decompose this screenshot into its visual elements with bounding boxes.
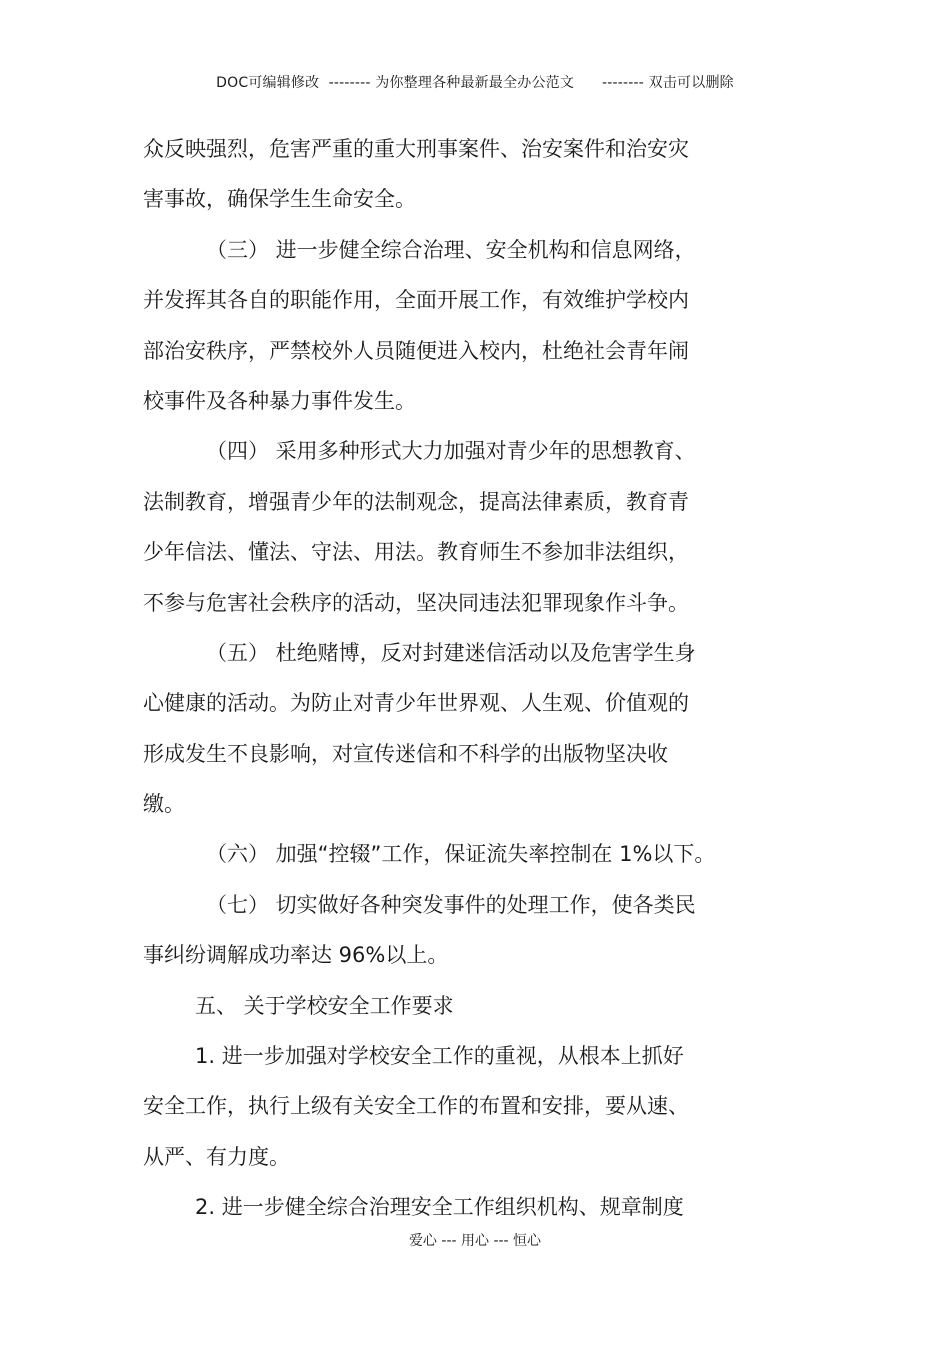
text-line: 并发挥其各自的职能作用，全面开展工作，有效维护学校内 bbox=[143, 288, 689, 313]
text-line: 害事故，确保学生生命安全。 bbox=[143, 187, 416, 212]
text-line: （六） 加强“控辍”工作，保证流失率控制在 1%以下。 bbox=[206, 842, 716, 867]
text-line: 部治安秩序，严禁校外人员随便进入校内，杜绝社会青年闹 bbox=[143, 338, 689, 363]
text-line: （四） 采用多种形式大力加强对青少年的思想教育、 bbox=[206, 439, 696, 464]
text-line: 心健康的活动。为防止对青少年世界观、人生观、价值观的 bbox=[143, 691, 689, 716]
text-line: （五） 杜绝赌博，反对封建迷信活动以及危害学生身 bbox=[206, 640, 696, 665]
text-line: （七） 切实做好各种突发事件的处理工作，使各类民 bbox=[206, 892, 696, 917]
text-line: （三） 进一步健全综合治理、安全机构和信息网络， bbox=[206, 237, 696, 262]
text-line: 2. 进一步健全综合治理安全工作组织机构、规章制度 bbox=[195, 1195, 684, 1220]
text-line: 法制教育，增强青少年的法制观念，提高法律素质，教育青 bbox=[143, 489, 689, 514]
text-line: 从严、有力度。 bbox=[143, 1144, 290, 1169]
text-line: 1. 进一步加强对学校安全工作的重视，从根本上抓好 bbox=[195, 1044, 684, 1069]
text-line: 校事件及各种暴力事件发生。 bbox=[143, 388, 416, 413]
text-line: 事纠纷调解成功率达 96%以上。 bbox=[143, 943, 449, 968]
page-header: DOC可编辑修改 -------- 为你整理各种最新最全办公范文 -------- 双击可以删除 bbox=[216, 75, 734, 91]
text-line: 不参与危害社会秩序的活动，坚决同违法犯罪现象作斗争。 bbox=[143, 590, 689, 615]
text-line: 安全工作，执行上级有关安全工作的布置和安排，要从速、 bbox=[143, 1094, 689, 1119]
document-body bbox=[143, 124, 823, 1233]
text-line: 少年信法、懂法、守法、用法。教育师生不参加非法组织， bbox=[143, 540, 689, 565]
text-line: 缴。 bbox=[143, 792, 185, 817]
text-line: 众反映强烈，危害严重的重大刑事案件、治安案件和治安灾 bbox=[143, 137, 689, 161]
text-line: 形成发生不良影响，对宣传迷信和不科学的出版物坚决收 bbox=[143, 741, 668, 766]
page-footer: 爱心 --- 用心 --- 恒心 bbox=[408, 1233, 542, 1249]
section-heading: 五、 关于学校安全工作要求 bbox=[195, 993, 454, 1018]
